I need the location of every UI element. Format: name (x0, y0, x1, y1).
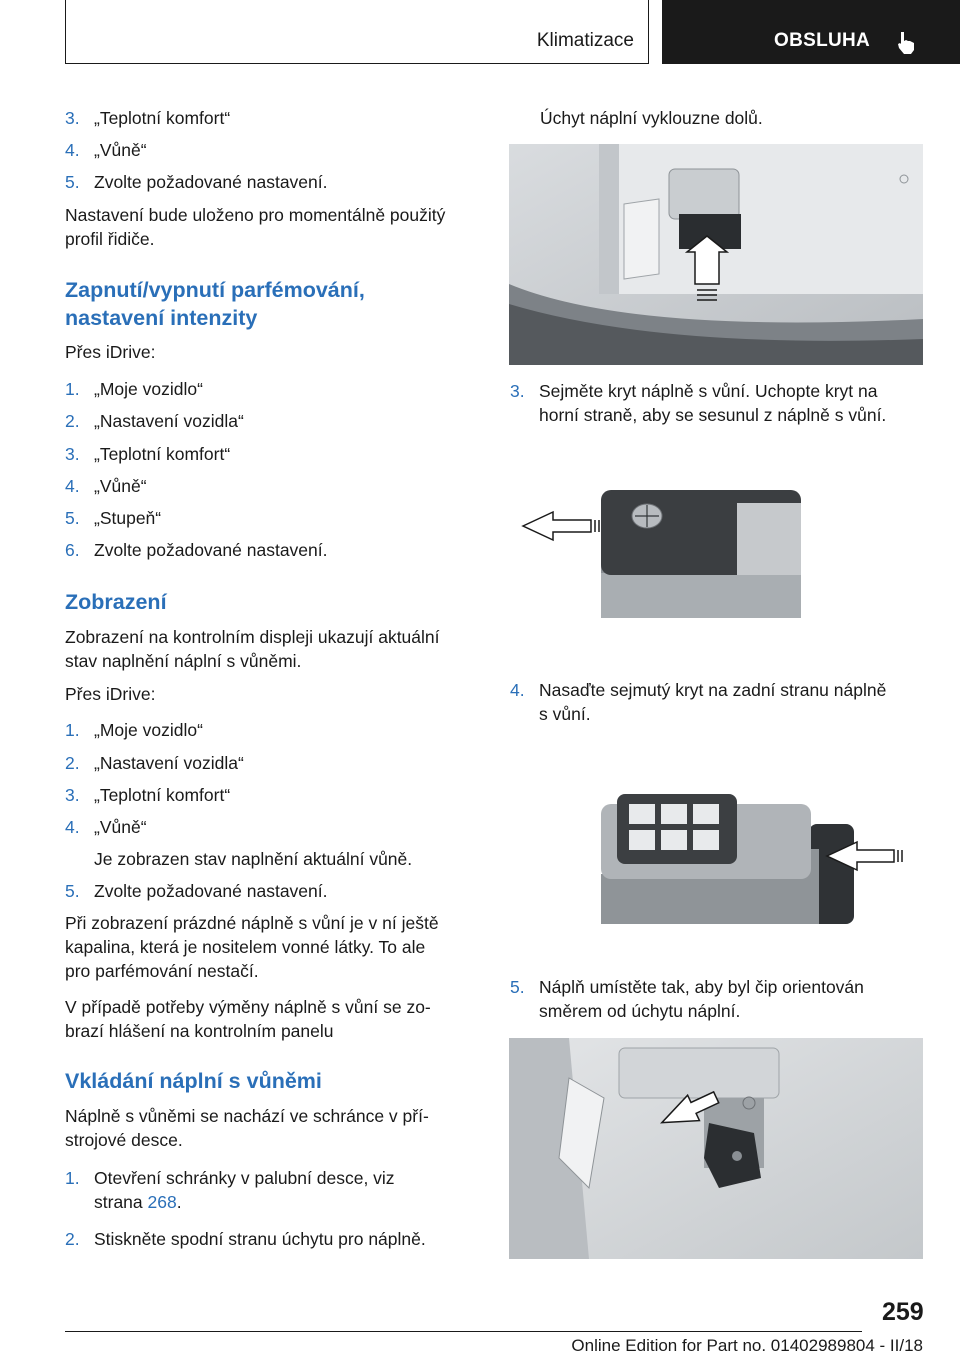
via-idrive-text: Přes iDrive: (65, 342, 156, 362)
paragraph-display-line1: Zobrazení na kontrolním displeji ukazují aktuální (65, 627, 440, 647)
paragraph-empty-line1: Při zobrazení prázdné náplně s vůní je v ní ještě (65, 913, 439, 933)
paragraph-empty-line2: kapalina, která je nositelem vonné látky. To ale (65, 937, 426, 957)
heading-on-off-line1: Zapnutí/vypnutí parfémování, (65, 278, 365, 302)
page-reference-link[interactable]: 268 (147, 1192, 177, 1212)
paragraph-replace-line1: V případě potřeby výměny náplně s vůní se zo‐ (65, 997, 431, 1017)
heading-on-off-line2: nastavení intenzity (65, 306, 258, 330)
paragraph-saved-line1: Nastavení bude uloženo pro momentálně použitý (65, 205, 446, 225)
list-item-subtext: Je zobrazen stav naplnění aktuální vůně. (94, 849, 413, 869)
pointing-hand-icon (896, 30, 918, 56)
list-item: 5. Náplň umístěte tak, aby byl čip orientován směrem od úchytu náplní. (510, 977, 864, 1021)
page-number: 259 (882, 1298, 924, 1326)
section-title: Klimatizace (536, 30, 634, 51)
paragraph-empty-line3: pro parfémování nestačí. (65, 961, 259, 981)
header-section-box (65, 0, 649, 64)
remove-cover-illustration (509, 478, 923, 628)
list-item: 3. Sejměte kryt náplně s vůní. Uchopte kryt na horní straně, aby se sesunul z náplně s vůní. (510, 381, 887, 425)
paragraph-saved-line2: profil řidiče. (65, 229, 155, 249)
paragraph-display-line2: stav naplnění náplní s vůněmi. (65, 651, 302, 671)
footer-edition-text: Online Edition for Part no. 01402989804 - II/18 (571, 1336, 923, 1355)
list-item: 4. Nasaďte sejmutý kryt na zadní stranu náplně s vůní. (510, 680, 887, 724)
paragraph-insert-line1: Náplně s vůněmi se nachází ve schránce v pří‐ (65, 1106, 429, 1126)
place-cartridge-illustration (509, 1038, 923, 1259)
heading-display: Zobrazení (65, 590, 167, 614)
list-item: 1. Otevření schránky v palubní desce, viz strana 268. (65, 1168, 395, 1212)
heading-insert: Vkládání náplní s vůněmi (65, 1069, 322, 1093)
footer-divider (65, 1331, 862, 1332)
paragraph-replace-line2: brazí hlášení na kontrolním panelu (65, 1021, 334, 1041)
attach-cover-illustration (509, 784, 923, 934)
chapter-tab-label: OBSLUHA (774, 30, 871, 51)
paragraph-holder-slides: Úchyt náplní vyklouzne dolů. (540, 108, 763, 128)
paragraph-insert-line2: strojové desce. (65, 1130, 183, 1150)
holder-slide-out-illustration (509, 144, 923, 365)
via-idrive-text: Přes iDrive: (65, 684, 156, 704)
